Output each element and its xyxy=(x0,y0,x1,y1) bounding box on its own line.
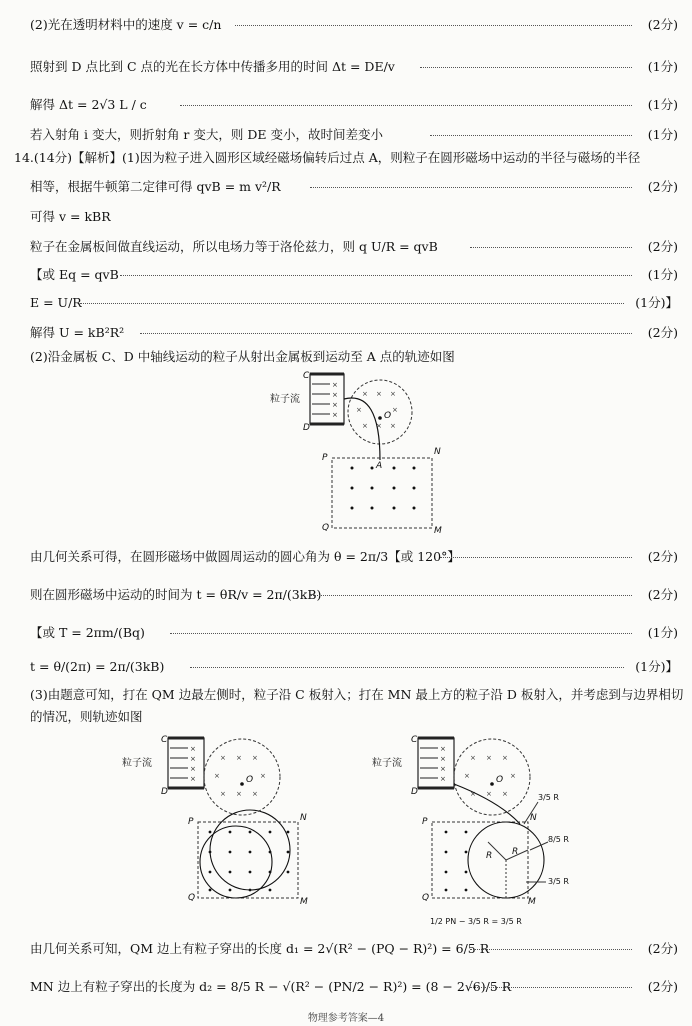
point-label: P xyxy=(422,817,428,827)
point-label: O xyxy=(384,411,392,421)
radius-label: R xyxy=(486,851,493,861)
answer-line: (3)由题意可知，打在 QM 边最左侧时，粒子沿 C 板射入；打在 MN 最上方的粒子沿 D 板射入，并考虑到与边界相切 xyxy=(30,687,684,702)
score-label: (1分) xyxy=(647,127,678,142)
svg-text:×: × xyxy=(470,790,476,798)
svg-text:×: × xyxy=(252,754,258,762)
svg-text:×: × xyxy=(440,775,446,783)
point-label: O xyxy=(496,775,504,785)
answer-line: 14.(14分)【解析】(1)因为粒子进入圆形区域经磁场偏转后过点 A，则粒子在圆形磁场中运动的半径与磁场的半径 xyxy=(14,150,641,165)
answer-line: (2)光在透明材料中的速度 v = c/n (2分) xyxy=(0,14,692,36)
svg-text:×: × xyxy=(486,754,492,762)
score-label: (1分)】 xyxy=(635,295,678,310)
answer-line: 【或 T = 2πm/(Bq) (1分) xyxy=(0,622,692,644)
leader-dots xyxy=(430,135,632,136)
answer-line: 照射到 D 点比到 C 点的光在长方体中传播多用的时间 Δt = DE/v (1分) xyxy=(0,56,692,78)
svg-text:×: × xyxy=(260,772,266,780)
trajectory-figure-3 xyxy=(370,732,590,932)
answer-line: 解得 U = kB²R² (2分) xyxy=(0,322,692,344)
point-label: A xyxy=(376,461,383,471)
svg-text:×: × xyxy=(502,754,508,762)
svg-text:×: × xyxy=(332,381,338,389)
svg-text:×: × xyxy=(440,745,446,753)
point-label: D xyxy=(411,787,418,797)
svg-text:×: × xyxy=(190,765,196,773)
svg-text:×: × xyxy=(390,390,396,398)
answer-line: 若入射角 i 变大，则折射角 r 变大，则 DE 变小，故时间差变小 (1分) xyxy=(0,124,692,146)
leader-dots xyxy=(80,303,624,304)
answer-line: 则在圆形磁场中运动的时间为 t = θR/v = 2π/(3kB) (2分) xyxy=(0,584,692,606)
svg-text:×: × xyxy=(356,406,362,414)
leader-dots xyxy=(470,247,632,248)
trajectory-figure-1 xyxy=(270,370,450,535)
svg-text:×: × xyxy=(190,745,196,753)
svg-text:×: × xyxy=(486,790,492,798)
score-label: (2分) xyxy=(647,587,678,602)
score-label: (2分) xyxy=(647,239,678,254)
point-label: M xyxy=(434,526,442,535)
score-label: (2分) xyxy=(647,179,678,194)
point-label: C xyxy=(411,735,418,745)
leader-dots xyxy=(440,557,632,558)
svg-text:×: × xyxy=(510,772,516,780)
leader-dots xyxy=(120,275,632,276)
dimension-label: 3/5 R xyxy=(538,793,559,802)
particle-stream-label: 粒子流 xyxy=(122,758,152,769)
answer-line: 的情况，则轨迹如图 xyxy=(30,709,143,724)
point-label: Q xyxy=(322,523,330,533)
score-label: (2分) xyxy=(647,549,678,564)
dimension-label: 3/5 R xyxy=(548,877,569,886)
point-label: N xyxy=(300,813,307,823)
radius-label: R xyxy=(512,847,519,857)
leader-dots xyxy=(140,333,632,334)
leader-dots xyxy=(420,67,632,68)
svg-text:×: × xyxy=(190,755,196,763)
answer-line: 粒子在金属板间做直线运动，所以电场力等于洛伦兹力，则 q U/R = qvB (2分) xyxy=(0,236,692,258)
score-label: (2分) xyxy=(647,941,678,956)
point-label: N xyxy=(530,813,537,823)
svg-text:×: × xyxy=(332,391,338,399)
particle-stream-label: 粒子流 xyxy=(372,758,402,769)
leader-dots xyxy=(170,633,632,634)
trajectory-figure-2 xyxy=(120,732,320,912)
point-label: Q xyxy=(422,893,430,903)
answer-line: 由几何关系可得，在圆形磁场中做圆周运动的圆心角为 θ = 2π/3【或 120°】 (2分) xyxy=(0,546,692,568)
particle-stream-label: 粒子流 xyxy=(270,394,300,405)
svg-text:×: × xyxy=(392,406,398,414)
svg-text:×: × xyxy=(390,422,396,430)
leader-dots xyxy=(180,105,632,106)
score-label: (1分) xyxy=(647,625,678,640)
leader-dots xyxy=(470,949,632,950)
svg-text:×: × xyxy=(502,790,508,798)
svg-text:×: × xyxy=(362,422,368,430)
dimension-label: 1/2 PN − 3/5 R = 3/5 R xyxy=(430,917,522,926)
score-label: (1分)】 xyxy=(635,659,678,674)
svg-text:×: × xyxy=(376,422,382,430)
svg-text:×: × xyxy=(190,775,196,783)
point-label: P xyxy=(188,817,194,827)
svg-text:×: × xyxy=(332,411,338,419)
point-label: M xyxy=(528,897,536,907)
svg-text:×: × xyxy=(220,790,226,798)
page-footer: 物理参考答案—4 xyxy=(307,1013,385,1024)
score-label: (2分) xyxy=(647,325,678,340)
svg-text:×: × xyxy=(236,790,242,798)
point-label: M xyxy=(300,897,308,907)
point-label: C xyxy=(161,735,168,745)
point-label: D xyxy=(161,787,168,797)
leader-dots xyxy=(190,667,624,668)
leader-dots xyxy=(310,187,632,188)
score-label: (1分) xyxy=(647,267,678,282)
answer-line: 解得 Δt = 2√3 L / c (1分) xyxy=(0,94,692,116)
point-label: C xyxy=(303,371,310,381)
answer-line: 由几何关系可知，QM 边上有粒子穿出的长度 d₁ = 2√(R² − (PQ − R)²) = 6/5 R (2分) xyxy=(0,938,692,960)
answer-line: 相等，根据牛顿第二定律可得 qvB = m v²/R (2分) xyxy=(0,176,692,198)
svg-text:×: × xyxy=(464,772,470,780)
point-label: P xyxy=(322,453,328,463)
svg-text:×: × xyxy=(440,765,446,773)
svg-text:×: × xyxy=(440,755,446,763)
score-label: (1分) xyxy=(647,59,678,74)
svg-text:×: × xyxy=(376,390,382,398)
svg-text:×: × xyxy=(362,390,368,398)
svg-text:×: × xyxy=(332,401,338,409)
answer-line: 【或 Eq = qvB (1分) xyxy=(0,264,692,286)
answer-line: t = θ/(2π) = 2π/(3kB) (1分)】 xyxy=(0,656,692,678)
svg-text:×: × xyxy=(220,754,226,762)
leader-dots xyxy=(470,987,632,988)
dimension-label: 8/5 R xyxy=(548,835,569,844)
svg-text:×: × xyxy=(252,790,258,798)
svg-text:×: × xyxy=(470,754,476,762)
point-label: Q xyxy=(188,893,196,903)
point-label: N xyxy=(434,447,441,457)
leader-dots xyxy=(235,25,632,26)
answer-line: E = U/R (1分)】 xyxy=(0,292,692,314)
answer-line: 可得 v = kBR xyxy=(30,209,111,224)
score-label: (2分) xyxy=(647,17,678,32)
answer-line: (2)沿金属板 C、D 中轴线运动的粒子从射出金属板到运动至 A 点的轨迹如图 xyxy=(30,349,455,364)
score-label: (1分) xyxy=(647,97,678,112)
leader-dots xyxy=(310,595,632,596)
svg-text:×: × xyxy=(214,772,220,780)
answer-line: MN 边上有粒子穿出的长度为 d₂ = 8/5 R − √(R² − (PN/2 − R)²) = (8 − 2√6)/5 R (2分) xyxy=(0,976,692,998)
point-label: O xyxy=(246,775,254,785)
svg-text:×: × xyxy=(236,754,242,762)
score-label: (2分) xyxy=(647,979,678,994)
point-label: D xyxy=(303,423,310,433)
